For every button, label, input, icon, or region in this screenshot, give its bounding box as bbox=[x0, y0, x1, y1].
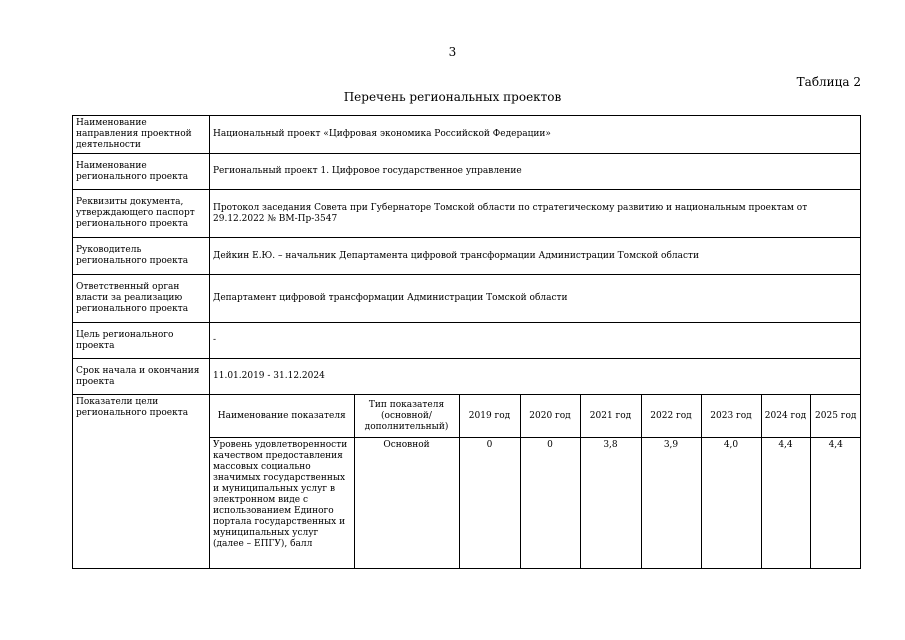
indicator-value: 4,4 bbox=[810, 438, 861, 569]
row-value: Региональный проект 1. Цифровое государственное управление bbox=[210, 154, 861, 190]
row-label: Показатели цели регионального проекта bbox=[73, 395, 210, 569]
row-value: 11.01.2019 - 31.12.2024 bbox=[210, 359, 861, 395]
header-year: 2022 год bbox=[641, 395, 701, 438]
document-title: Перечень региональных проектов bbox=[343, 90, 562, 104]
indicators-cell bbox=[210, 395, 861, 569]
header-indicator-name: Наименование показателя bbox=[210, 395, 354, 438]
table-row bbox=[73, 238, 861, 275]
indicator-value: 3,9 bbox=[641, 438, 701, 569]
table-row bbox=[73, 359, 861, 395]
header-indicator-type: Тип показателя (основной/ дополнительный) bbox=[354, 395, 459, 438]
indicators-row bbox=[73, 395, 861, 569]
row-value: Департамент цифровой трансформации Администрации Томской области bbox=[210, 275, 861, 323]
regional-projects-table bbox=[72, 115, 861, 569]
indicator-name: Уровень удовлетворенности качеством предоставления массовых социально значимых государственных и муниципальных услуг в электронном виде с использованием Единого портала государственных и муниципальных услуг (далее – ЕПГУ), балл bbox=[210, 438, 354, 569]
row-label: Наименование регионального проекта bbox=[73, 154, 210, 190]
header-year: 2025 год bbox=[810, 395, 861, 438]
indicator-value: 3,8 bbox=[580, 438, 641, 569]
table-row bbox=[73, 190, 861, 238]
table-row bbox=[73, 275, 861, 323]
row-value: Дейкин Е.Ю. – начальник Департамента цифровой трансформации Администрации Томской области bbox=[210, 238, 861, 275]
row-label: Руководитель регионального проекта bbox=[73, 238, 210, 275]
header-year: 2023 год bbox=[701, 395, 761, 438]
row-label: Цель регионального проекта bbox=[73, 323, 210, 359]
table-row bbox=[73, 154, 861, 190]
header-year: 2020 год bbox=[520, 395, 580, 438]
row-label: Наименование направления проектной деятельности bbox=[73, 116, 210, 154]
page-number: 3 bbox=[448, 45, 457, 59]
header-year: 2019 год bbox=[459, 395, 520, 438]
row-value: - bbox=[210, 323, 861, 359]
indicator-row bbox=[210, 438, 861, 569]
row-label: Срок начала и окончания проекта bbox=[73, 359, 210, 395]
header-year: 2024 год bbox=[761, 395, 810, 438]
indicator-value: 0 bbox=[520, 438, 580, 569]
header-year: 2021 год bbox=[580, 395, 641, 438]
table-label: Таблица 2 bbox=[796, 75, 861, 89]
row-value: Национальный проект «Цифровая экономика Российской Федерации» bbox=[210, 116, 861, 154]
indicators-table bbox=[210, 395, 861, 568]
row-label: Реквизиты документа, утверждающего паспорт регионального проекта bbox=[73, 190, 210, 238]
indicator-value: 4,4 bbox=[761, 438, 810, 569]
indicators-header-row bbox=[210, 395, 861, 438]
indicator-value: 4,0 bbox=[701, 438, 761, 569]
table-row bbox=[73, 116, 861, 154]
row-label: Ответственный орган власти за реализацию регионального проекта bbox=[73, 275, 210, 323]
table-row bbox=[73, 323, 861, 359]
indicator-type: Основной bbox=[354, 438, 459, 569]
indicator-value: 0 bbox=[459, 438, 520, 569]
row-value: Протокол заседания Совета при Губернаторе Томской области по стратегическому развитию и национальным проектам от 29.12.2022 № ВМ-Пр-3547 bbox=[210, 190, 861, 238]
